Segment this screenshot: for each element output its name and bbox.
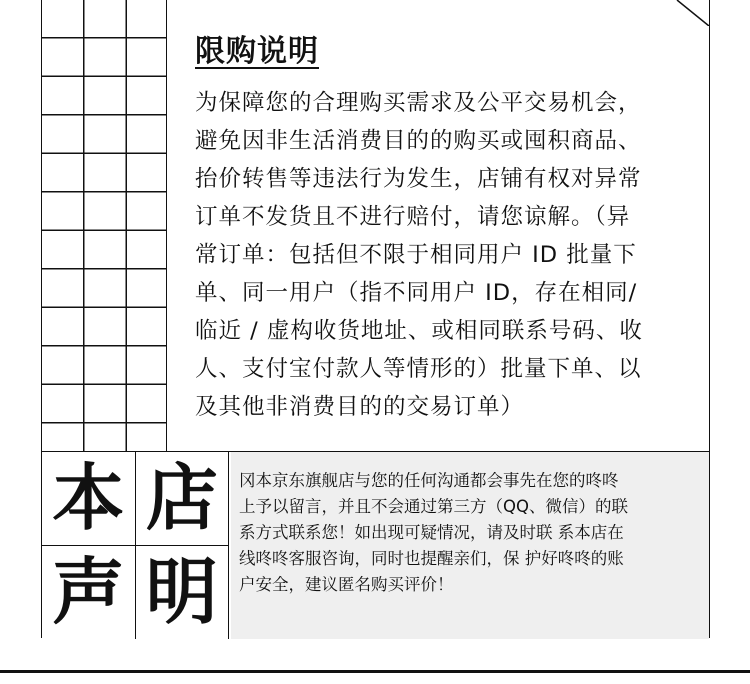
page-corner-fold	[669, 0, 709, 26]
statement-line: 上予以留言，并且不会通过第三方（QQ、微信）的联	[239, 497, 628, 516]
purchase-limit-panel	[167, 0, 710, 451]
note-line: 常订单：包括但不限于相同用户 ID 批量下	[195, 242, 637, 268]
heading-char: 本	[42, 452, 136, 546]
statement-line: 线咚咚客服咨询，同时也提醒亲们，保 护好咚咚的账	[239, 549, 624, 568]
statement-line: 冈本京东旗舰店与您的任何沟通都会事先在您的咚咚	[239, 471, 619, 490]
heading-char: 声	[42, 546, 136, 640]
note-line: 单、同一用户（指不同用户 ID，存在相同/	[195, 280, 638, 306]
statement-heading-grid	[42, 452, 229, 639]
note-line: 及其他非消费目的的交易订单）	[195, 394, 525, 420]
heading-char: 店	[136, 452, 230, 546]
note-line: 临近 / 虚构收货地址、或相同联系号码、收	[195, 318, 643, 344]
heading-char: 明	[136, 546, 230, 640]
note-title: 限购说明	[195, 34, 319, 69]
bottom-divider	[0, 670, 750, 673]
statement-line: 系方式联系您！如出现可疑情况，请及时联 系本店在	[239, 523, 624, 542]
note-line: 抬价转售等违法行为发生，店铺有权对异常	[195, 166, 642, 192]
note-body	[195, 84, 700, 426]
note-line: 订单不发货且不进行赔付，请您谅解。（异	[195, 204, 631, 230]
store-statement	[41, 451, 710, 638]
note-line: 为保障您的合理购买需求及公平交易机会，	[195, 90, 642, 116]
note-line: 人、支付宝付款人等情形的）批量下单、以	[195, 356, 642, 382]
note-line: 避免因非生活消费目的的购买或囤积商品、	[195, 128, 642, 154]
statement-line: 户安全，建议匿名购买评价！	[239, 575, 454, 594]
statement-text	[231, 452, 709, 639]
decorative-grid	[41, 0, 167, 451]
